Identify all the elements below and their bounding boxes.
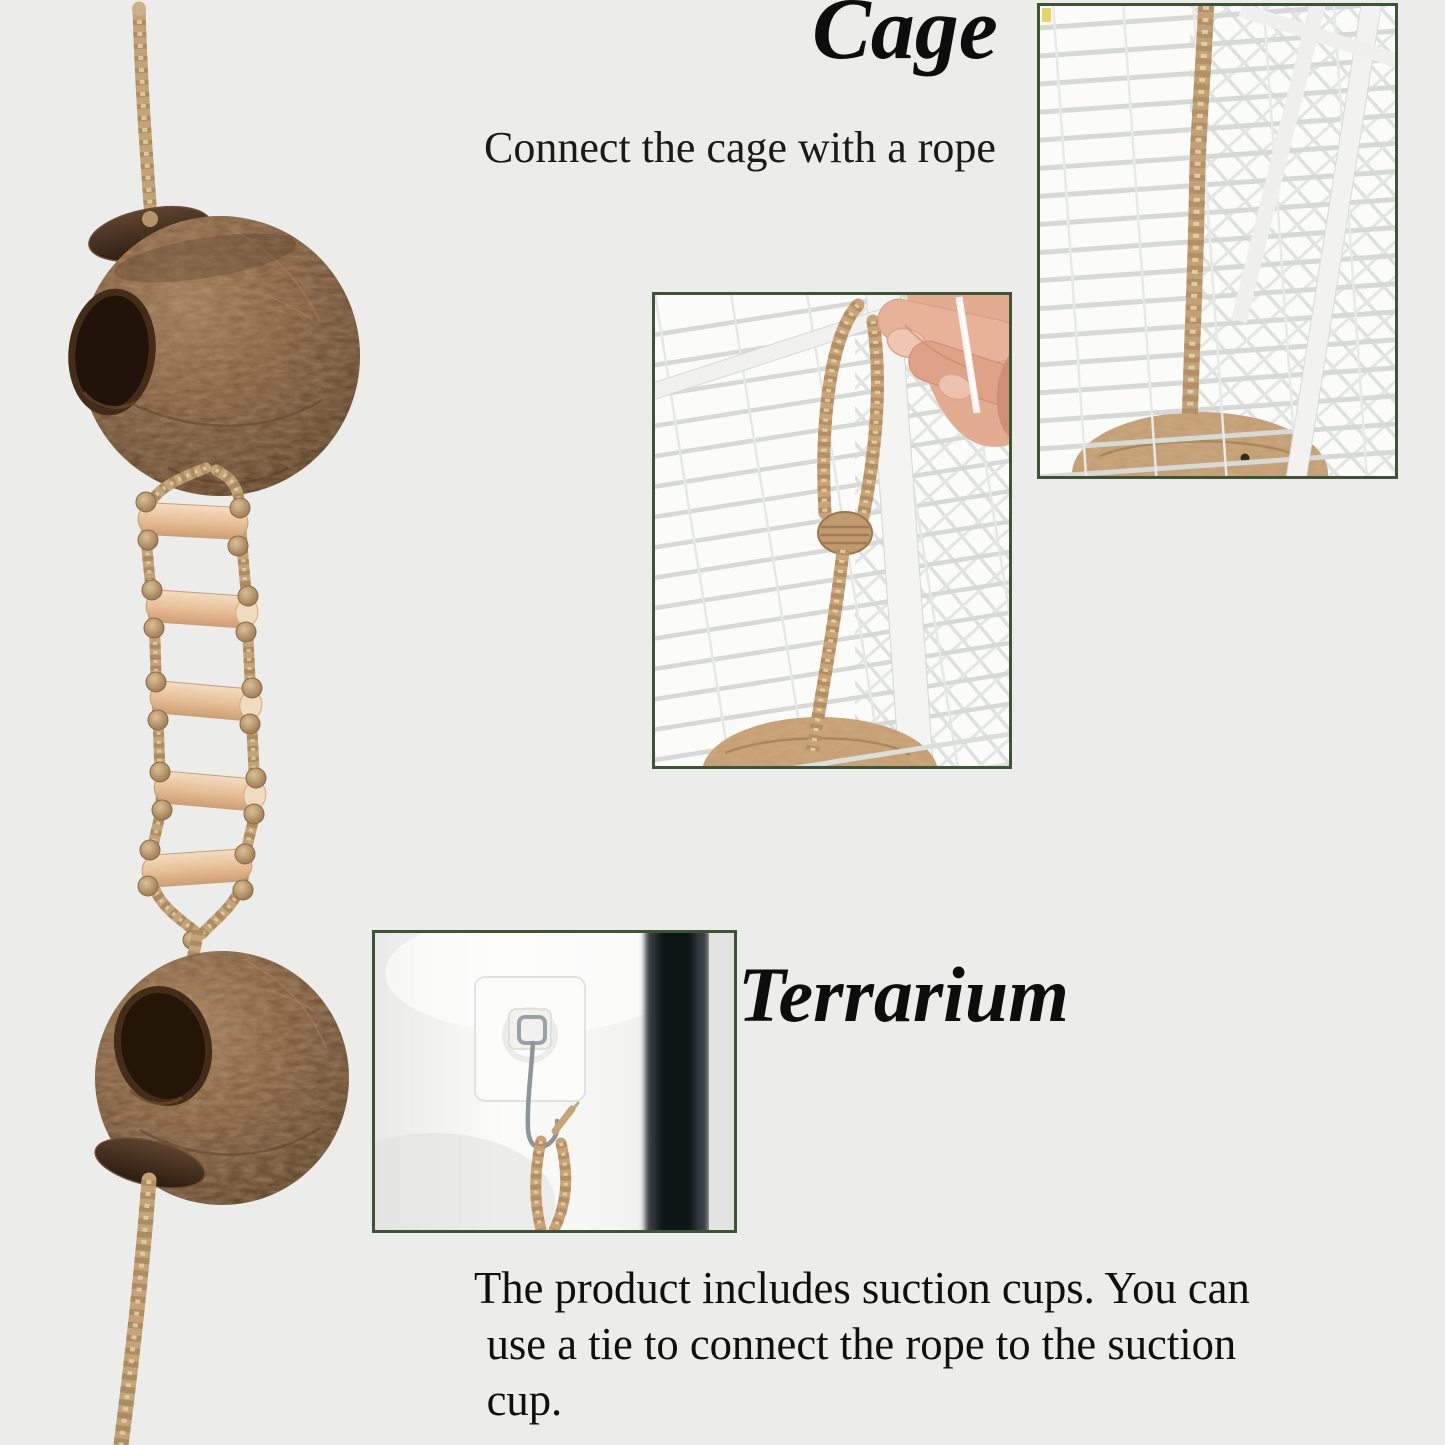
cage-rope-closeup-photo <box>1040 6 1395 476</box>
terrarium-hook-photo <box>375 933 734 1230</box>
cage-caption: Connect the cage with a rope <box>484 123 996 172</box>
terrarium-title: Terrarium <box>738 951 1069 1038</box>
coconut-hide-top <box>66 198 360 496</box>
inset-terrarium-hook-photo <box>372 930 737 1233</box>
terrarium-frame-band <box>645 933 734 1230</box>
hanging-rope-top <box>132 2 151 218</box>
inset-cage-rope-closeup <box>1037 3 1398 479</box>
inset-cage-hand-photo <box>652 292 1012 769</box>
cage-title: Cage <box>812 0 998 78</box>
note-line: The product includes suction cups. You can <box>474 1262 1250 1313</box>
rope-ladder <box>136 468 267 949</box>
note-line: cup. <box>486 1374 563 1425</box>
hanging-rope-bottom <box>121 1180 149 1445</box>
coconut-hide-bottom <box>90 951 349 1205</box>
watermark-mark <box>1042 8 1051 22</box>
rope-knot <box>818 512 872 554</box>
note-line: use a tie to connect the rope to the suction <box>486 1318 1237 1369</box>
cage-hand-photo <box>655 295 1009 766</box>
suction-cup-note <box>474 1260 1250 1428</box>
